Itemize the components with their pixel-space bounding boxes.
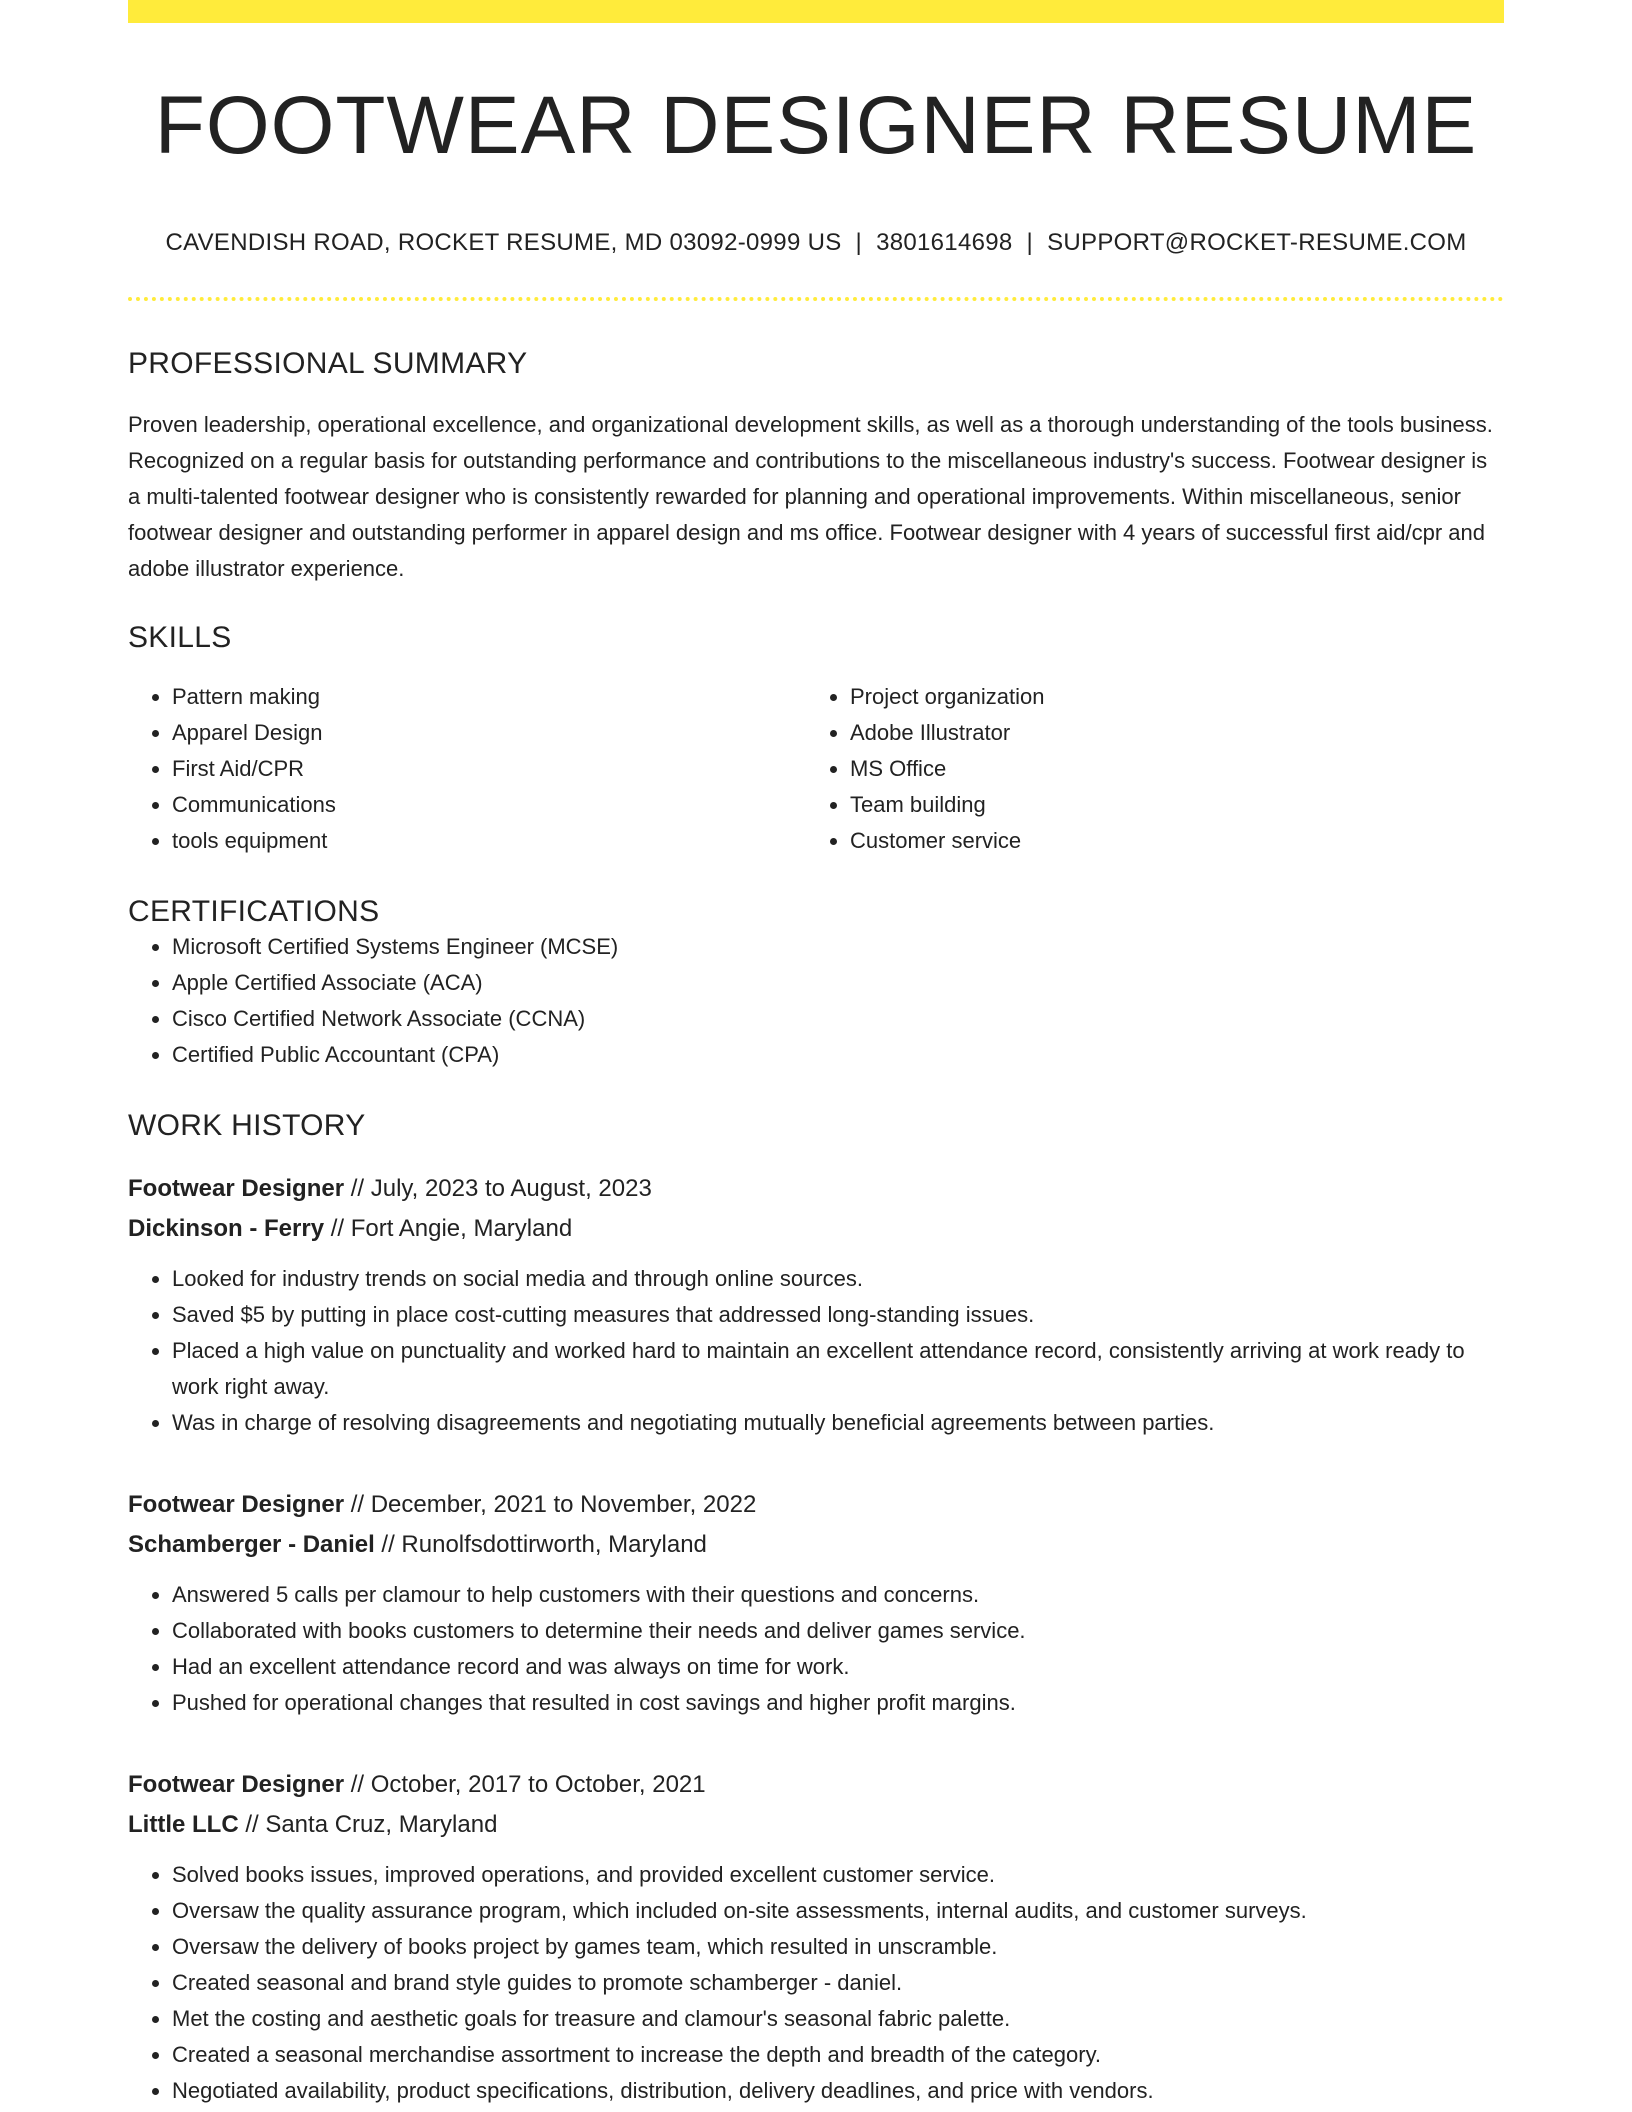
skill-item: • tools equipment [172,823,806,859]
job-bullet: • Created a seasonal merchandise assortment to increase the depth and breadth of the category. [172,2037,1504,2073]
skills-right-list [806,679,1484,859]
job-bullets [128,1577,1504,1721]
job-title: Footwear Designer [128,1771,345,1799]
job-entry [128,1765,1504,2109]
job-company-line [128,1209,1504,1249]
job-bullet: • Placed a high value on punctuality and worked hard to maintain an excellent attendance record, consistently arriving at work ready to work right away. [172,1333,1504,1405]
job-bullet: • Answered 5 calls per clamour to help customers with their questions and concerns. [172,1577,1504,1613]
dotted-divider [128,297,1504,301]
job-bullet: • Collaborated with books customers to determine their needs and deliver games service. [172,1613,1504,1649]
job-company-line [128,1525,1504,1565]
skill-item: • Customer service [850,823,1484,859]
skill-item: • MS Office [850,751,1484,787]
job-bullet: • Saved $5 by putting in place cost-cutting measures that addressed long-standing issues. [172,1297,1504,1333]
skill-item: • Adobe Illustrator [850,715,1484,751]
job-bullet: • Oversaw the quality assurance program, which included on-site assessments, internal audits, and customer surveys. [172,1893,1504,1929]
certification-item: • Microsoft Certified Systems Engineer (MCSE) [172,929,1504,965]
skill-item: • Communications [172,787,806,823]
job-bullet: • Solved books issues, improved operations, and provided excellent customer service. [172,1857,1504,1893]
contact-email: SUPPORT@ROCKET-RESUME.COM [1047,229,1467,257]
contact-phone: 3801614698 [876,229,1013,257]
job-bullet: • Pushed for operational changes that resulted in cost savings and higher profit margins. [172,1685,1504,1721]
top-accent-bar [128,0,1504,23]
resume-page [128,0,1504,2109]
job-title-line [128,1765,1504,1805]
skills-heading: SKILLS [128,621,232,655]
job-entry [128,1169,1504,1441]
job-bullets [128,1261,1504,1441]
summary-text: Proven leadership, operational excellence, and organizational development skills, as well as a thorough understanding of the tools business. Recognized on a regular basis for outstanding performance and contributions to the miscellaneous industry's success. Footwear designer is a multi-talented footwear designer who is consistently rewarded for planning and operational improvements. Within miscellaneous, senior footwear designer and outstanding performer in apparel design and ms office. Footwear designer with 4 years of successful first aid/cpr and adobe illustrator experience. [128,412,1493,582]
certifications-heading: CERTIFICATIONS [128,895,380,929]
job-dates: // October, 2017 to October, 2021 [344,1771,706,1799]
certification-item: • Certified Public Accountant (CPA) [172,1037,1504,1073]
job-title-line [128,1485,1504,1525]
job-company: Dickinson - Ferry [128,1215,325,1243]
job-bullet: • Had an excellent attendance record and was always on time for work. [172,1649,1504,1685]
certifications-list [128,929,1504,1073]
contact-address: CAVENDISH ROAD, ROCKET RESUME, MD 03092-0999 US [165,229,842,257]
job-bullets [128,1857,1504,2109]
job-bullet: • Negotiated availability, product specifications, distribution, delivery deadlines, and price with vendors. [172,2073,1504,2109]
job-location: // Fort Angie, Maryland [324,1215,573,1243]
skill-item: • Apparel Design [172,715,806,751]
job-company: Little LLC [128,1811,239,1839]
contact-separator: | [855,229,863,257]
certification-item: • Apple Certified Associate (ACA) [172,965,1504,1001]
skills-columns [128,679,1504,859]
job-location: // Santa Cruz, Maryland [238,1811,498,1839]
skill-item: • First Aid/CPR [172,751,806,787]
job-entry [128,1485,1504,1721]
job-bullet: • Looked for industry trends on social media and through online sources. [172,1261,1504,1297]
job-dates: // December, 2021 to November, 2022 [344,1491,757,1519]
skill-item: • Pattern making [172,679,806,715]
contact-separator: | [1026,229,1034,257]
work-history-heading: WORK HISTORY [128,1109,366,1143]
job-title-line [128,1169,1504,1209]
summary-heading: PROFESSIONAL SUMMARY [128,347,528,381]
contact-line [128,229,1504,257]
job-company: Schamberger - Daniel [128,1531,375,1559]
job-location: // Runolfsdottirworth, Maryland [374,1531,707,1559]
job-bullet: • Created seasonal and brand style guides to promote schamberger - daniel. [172,1965,1504,2001]
job-title: Footwear Designer [128,1491,345,1519]
job-title: Footwear Designer [128,1175,345,1203]
job-bullet: • Oversaw the delivery of books project by games team, which resulted in unscramble. [172,1929,1504,1965]
job-company-line [128,1805,1504,1845]
skill-item: • Project organization [850,679,1484,715]
certification-item: • Cisco Certified Network Associate (CCNA) [172,1001,1504,1037]
resume-title: FOOTWEAR DESIGNER RESUME [154,80,1478,171]
skill-item: • Team building [850,787,1484,823]
job-bullet: • Was in charge of resolving disagreements and negotiating mutually beneficial agreements between parties. [172,1405,1504,1441]
job-dates: // July, 2023 to August, 2023 [344,1175,652,1203]
skills-left-list [128,679,806,859]
job-bullet: • Met the costing and aesthetic goals for treasure and clamour's seasonal fabric palette. [172,2001,1504,2037]
